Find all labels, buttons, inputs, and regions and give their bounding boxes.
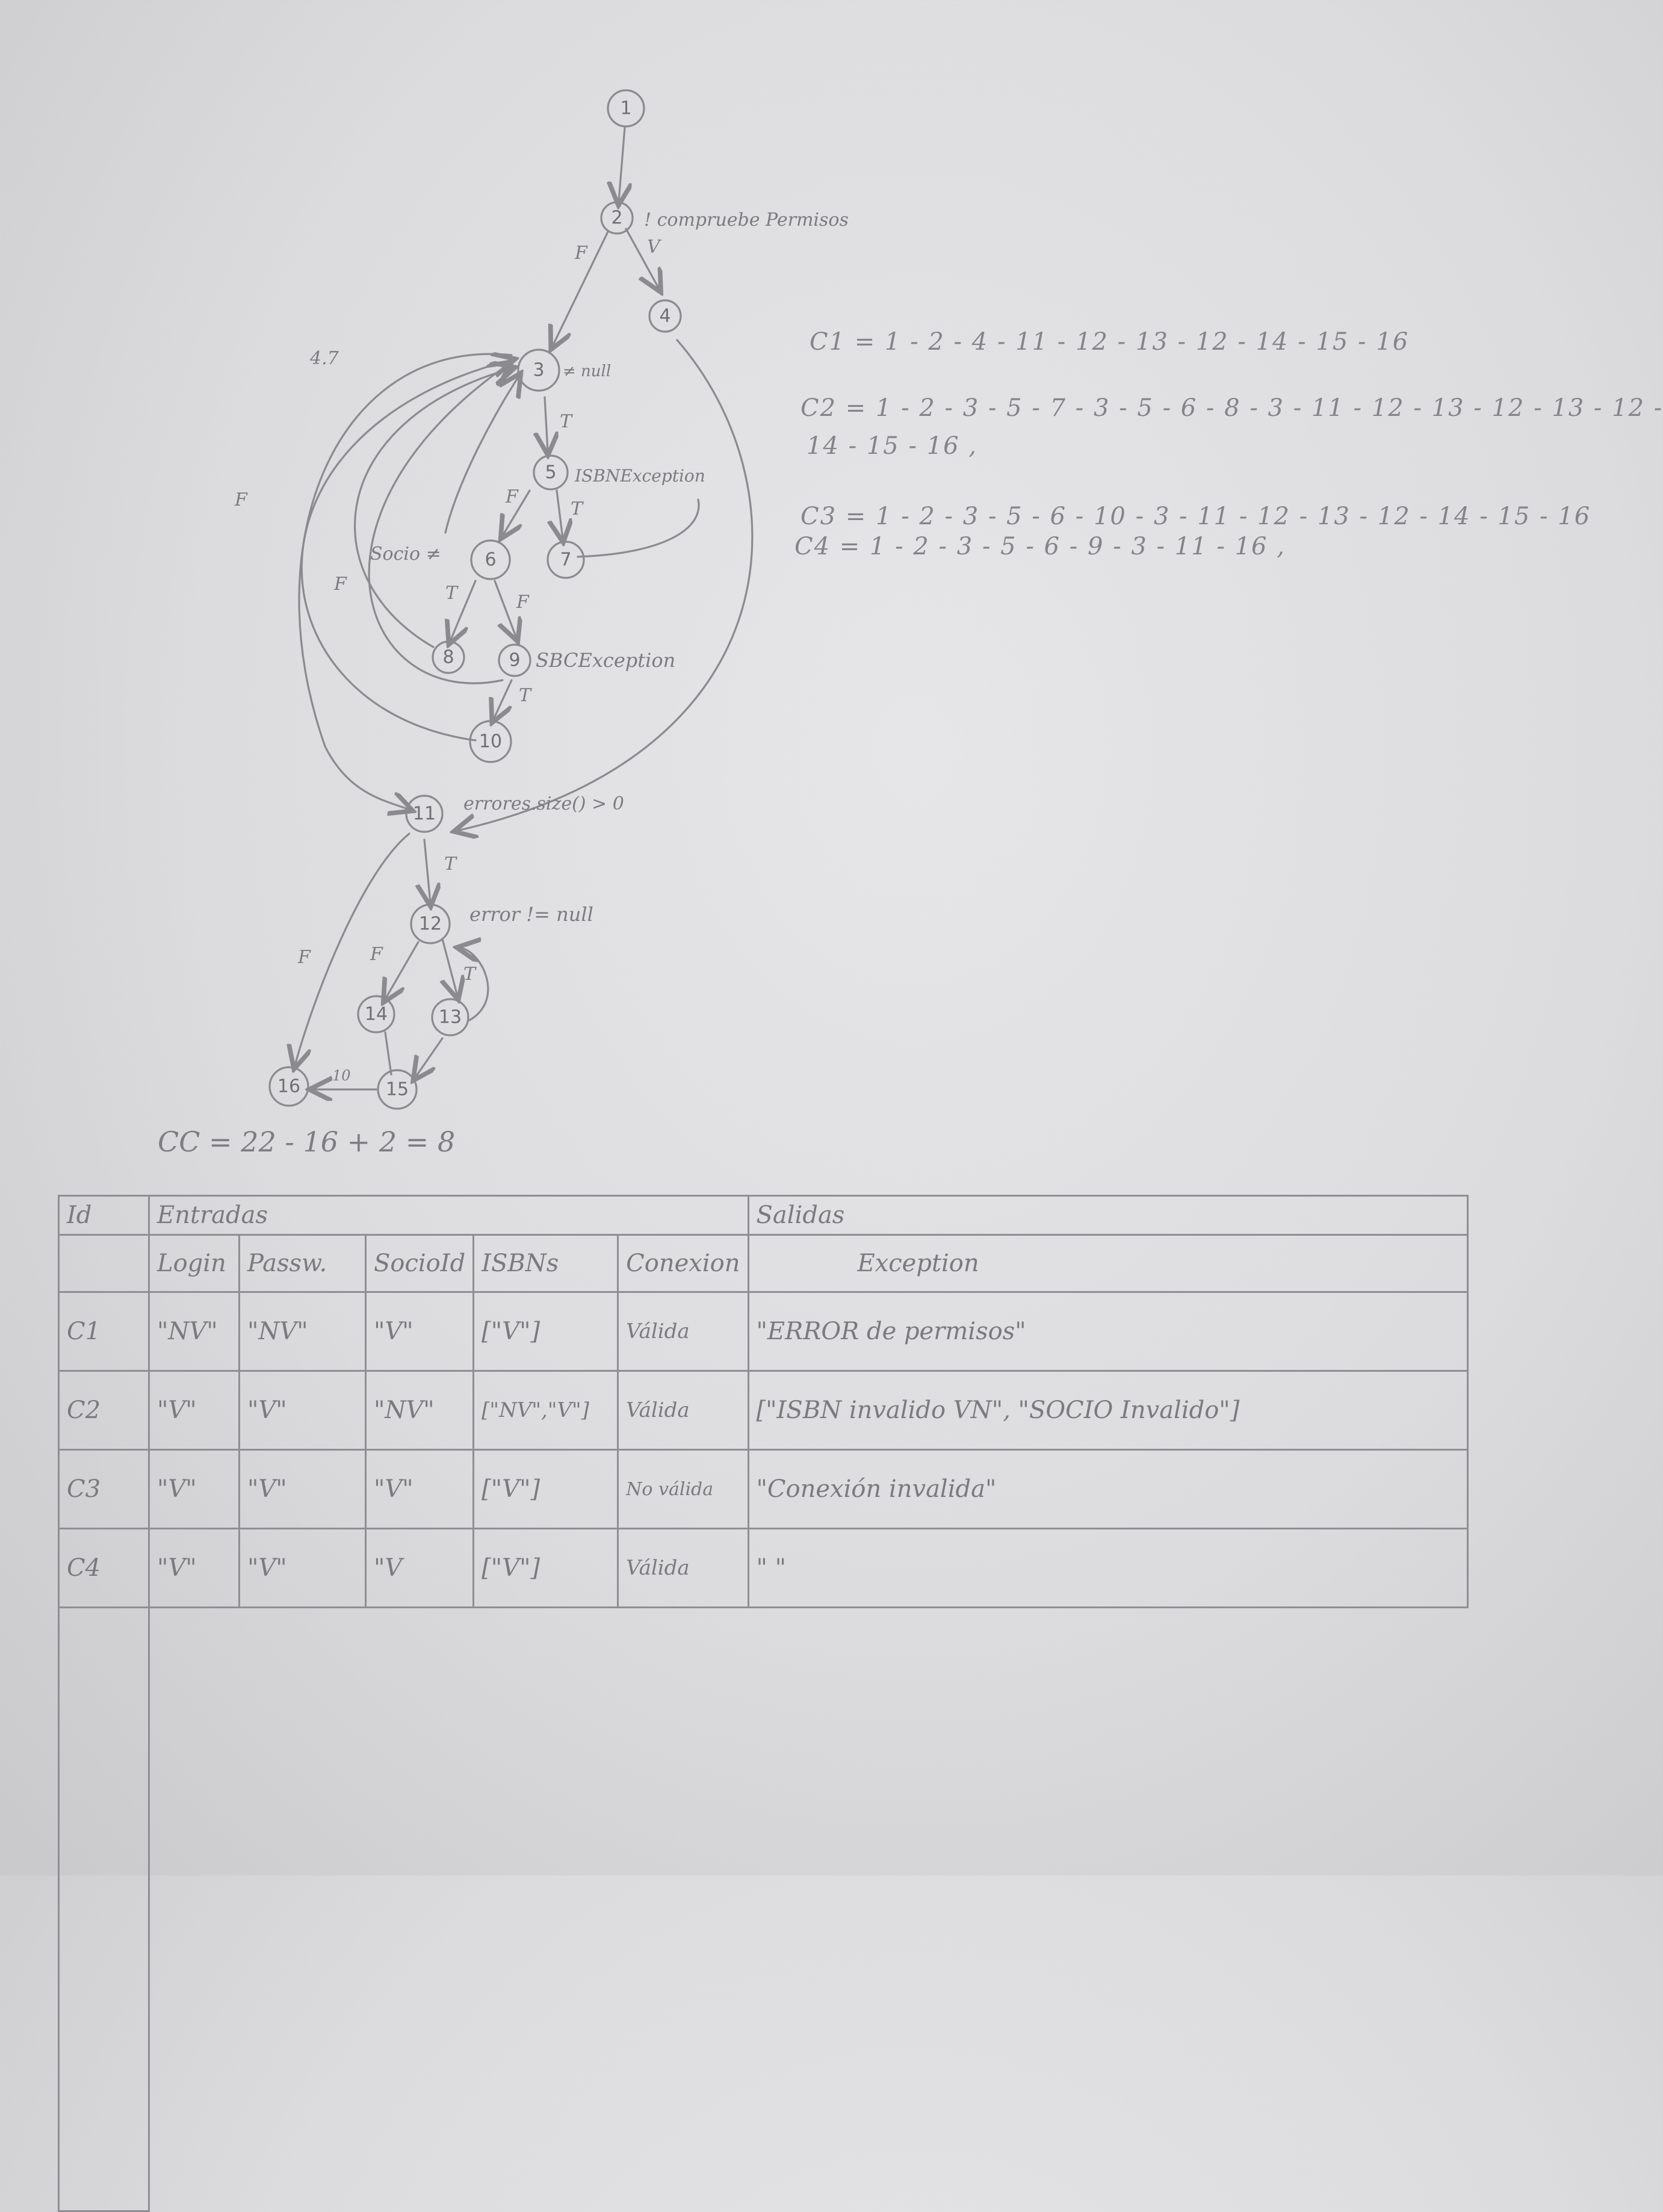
cell-isbns: ["V"] xyxy=(474,1292,618,1371)
cell-exception: "Conexión invalida" xyxy=(748,1450,1467,1529)
path-c2-continued: 14 - 15 - 16 , xyxy=(807,432,978,460)
path-c4: C4 = 1 - 2 - 3 - 5 - 6 - 9 - 3 - 11 - 16 , xyxy=(794,533,1286,560)
table-row xyxy=(59,1529,1468,1608)
svg-text:4: 4 xyxy=(659,305,671,327)
edge-11-12 xyxy=(424,840,430,903)
cell-conexion: Válida xyxy=(618,1292,748,1371)
node-11 xyxy=(406,796,442,832)
header-entradas: Entradas xyxy=(149,1196,749,1235)
label-edge-12-14: F xyxy=(370,944,383,965)
cell-conexion: No válida xyxy=(618,1450,748,1529)
label-left-f2: F xyxy=(334,574,347,595)
edge-8-3 xyxy=(355,368,512,647)
table-subheader-row xyxy=(59,1235,1468,1292)
annotation-node-9: SBCException xyxy=(536,649,676,672)
svg-text:6: 6 xyxy=(485,549,497,571)
table-header-row xyxy=(59,1196,1468,1235)
table-empty-area xyxy=(59,1608,1468,2211)
cell-login: "V" xyxy=(149,1450,240,1529)
header-password: Passw. xyxy=(240,1235,366,1292)
cell-exception: ["ISBN invalido VN", "SOCIO Invalido"] xyxy=(748,1371,1467,1450)
svg-text:7: 7 xyxy=(560,549,572,571)
svg-text:16: 16 xyxy=(277,1076,301,1097)
annotation-node-5: ISBNException xyxy=(575,466,705,486)
cell-socioid: "NV" xyxy=(366,1371,474,1450)
cell-exception: " " xyxy=(748,1529,1467,1608)
label-edge-2-4: V xyxy=(647,237,660,258)
table-row xyxy=(59,1371,1468,1450)
svg-text:12: 12 xyxy=(418,913,442,935)
cell-id: C2 xyxy=(59,1371,149,1450)
cell-login: "NV" xyxy=(149,1292,240,1371)
label-edge-15-16: 10 xyxy=(332,1067,351,1084)
edge-9-3 xyxy=(369,364,509,683)
path-c1: C1 = 1 - 2 - 4 - 11 - 12 - 13 - 12 - 14 - 15 - 16 xyxy=(810,328,1410,356)
annotation-node-2: ! compruebe Permisos xyxy=(644,209,849,231)
header-blank xyxy=(59,1235,149,1292)
edge-6-9 xyxy=(495,581,516,638)
label-edge-6-8: T xyxy=(445,583,458,604)
cell-socioid: "V" xyxy=(366,1292,474,1371)
label-edge-5-7: T xyxy=(571,498,583,519)
test-case-table xyxy=(58,1195,1469,2212)
header-login: Login xyxy=(149,1235,240,1292)
edge-14-15 xyxy=(385,1032,391,1074)
cell-socioid: "V" xyxy=(366,1450,474,1529)
label-edge-9-10: T xyxy=(519,685,531,706)
label-edge-3-5: T xyxy=(560,411,572,432)
svg-text:8: 8 xyxy=(442,646,454,668)
annotation-node-11: errores.size() > 0 xyxy=(463,793,624,814)
cell-isbns: ["NV","V"] xyxy=(474,1371,618,1450)
path-c2: C2 = 1 - 2 - 3 - 5 - 7 - 3 - 5 - 6 - 8 - 3 - 11 - 12 - 13 - 12 - 13 - 12 - xyxy=(801,394,1663,422)
cell-id: C3 xyxy=(59,1450,149,1529)
edge-3-5 xyxy=(545,397,548,451)
header-socioid: SocioId xyxy=(366,1235,474,1292)
edge-12-14 xyxy=(385,942,418,999)
cell-conexion: Válida xyxy=(618,1371,748,1450)
svg-text:5: 5 xyxy=(545,462,557,483)
cell-isbns: ["V"] xyxy=(474,1450,618,1529)
edge-13-15 xyxy=(415,1038,442,1077)
node-14 xyxy=(358,996,394,1032)
cell-socioid: "V xyxy=(366,1529,474,1608)
annotation-node-6: Socio ≠ xyxy=(370,544,441,565)
table-row xyxy=(59,1292,1468,1371)
annotation-node-12: error != null xyxy=(469,903,593,926)
edge-9-10 xyxy=(494,680,512,719)
cell-password: "NV" xyxy=(240,1292,366,1371)
cell-password: "V" xyxy=(240,1529,366,1608)
svg-text:13: 13 xyxy=(438,1006,462,1028)
edge-7-3 xyxy=(578,500,699,557)
table-row xyxy=(59,1450,1468,1529)
svg-text:11: 11 xyxy=(412,803,436,825)
edge-4-11 xyxy=(457,340,752,831)
node-13 xyxy=(432,999,468,1035)
empty-cell xyxy=(59,1608,149,2211)
node-12 xyxy=(411,905,450,943)
node-2 xyxy=(601,202,633,234)
node-9 xyxy=(499,645,530,676)
svg-text:2: 2 xyxy=(611,207,623,229)
label-edge-11-12: T xyxy=(444,854,457,875)
node-5 xyxy=(534,456,568,489)
label-edge-5-6: F xyxy=(506,486,518,507)
path-c3: C3 = 1 - 2 - 3 - 5 - 6 - 10 - 3 - 11 - 12 - 13 - 12 - 14 - 15 - 16 xyxy=(801,503,1591,530)
edge-1-2 xyxy=(619,128,625,202)
label-left-f: F xyxy=(235,489,247,510)
svg-text:14: 14 xyxy=(364,1003,388,1025)
node-16 xyxy=(270,1067,308,1106)
node-4 xyxy=(649,300,681,332)
label-loop: 4.7 xyxy=(310,348,339,369)
label-edge-2-3: F xyxy=(575,243,587,264)
cell-conexion: Válida xyxy=(618,1529,748,1608)
svg-text:9: 9 xyxy=(509,649,521,671)
cell-id: C4 xyxy=(59,1529,149,1608)
header-id: Id xyxy=(59,1196,149,1235)
cell-id: C1 xyxy=(59,1292,149,1371)
empty-cell xyxy=(149,1608,1468,2211)
node-3 xyxy=(518,350,559,391)
annotation-node-3: ≠ null xyxy=(563,362,612,380)
svg-text:10: 10 xyxy=(478,731,503,752)
header-salidas: Salidas xyxy=(748,1196,1467,1235)
cell-isbns: ["V"] xyxy=(474,1529,618,1608)
node-8 xyxy=(433,642,464,673)
edge-12-13 xyxy=(442,939,457,996)
header-conexion: Conexion xyxy=(618,1235,748,1292)
label-edge-11-16: F xyxy=(298,947,311,968)
svg-text:1: 1 xyxy=(620,98,632,119)
cell-password: "V" xyxy=(240,1371,366,1450)
node-10 xyxy=(470,721,511,762)
node-15 xyxy=(378,1070,417,1109)
header-exception: Exception xyxy=(748,1235,1467,1292)
cell-exception: "ERROR de permisos" xyxy=(748,1292,1467,1371)
label-edge-12-13: T xyxy=(463,964,476,985)
edge-5-7 xyxy=(557,491,563,539)
cell-login: "V" xyxy=(149,1529,240,1608)
cyclomatic-complexity: CC = 22 - 16 + 2 = 8 xyxy=(158,1126,456,1158)
cell-password: "V" xyxy=(240,1450,366,1529)
node-6 xyxy=(471,541,510,579)
edge-11-16 xyxy=(295,834,409,1065)
node-1 xyxy=(608,90,644,126)
header-isbns: ISBNs xyxy=(474,1235,618,1292)
cell-login: "V" xyxy=(149,1371,240,1450)
node-7 xyxy=(548,542,584,578)
svg-text:3: 3 xyxy=(533,359,545,381)
svg-text:15: 15 xyxy=(385,1079,409,1100)
edge-6-3 xyxy=(445,376,519,533)
label-edge-6-9: F xyxy=(516,592,529,613)
